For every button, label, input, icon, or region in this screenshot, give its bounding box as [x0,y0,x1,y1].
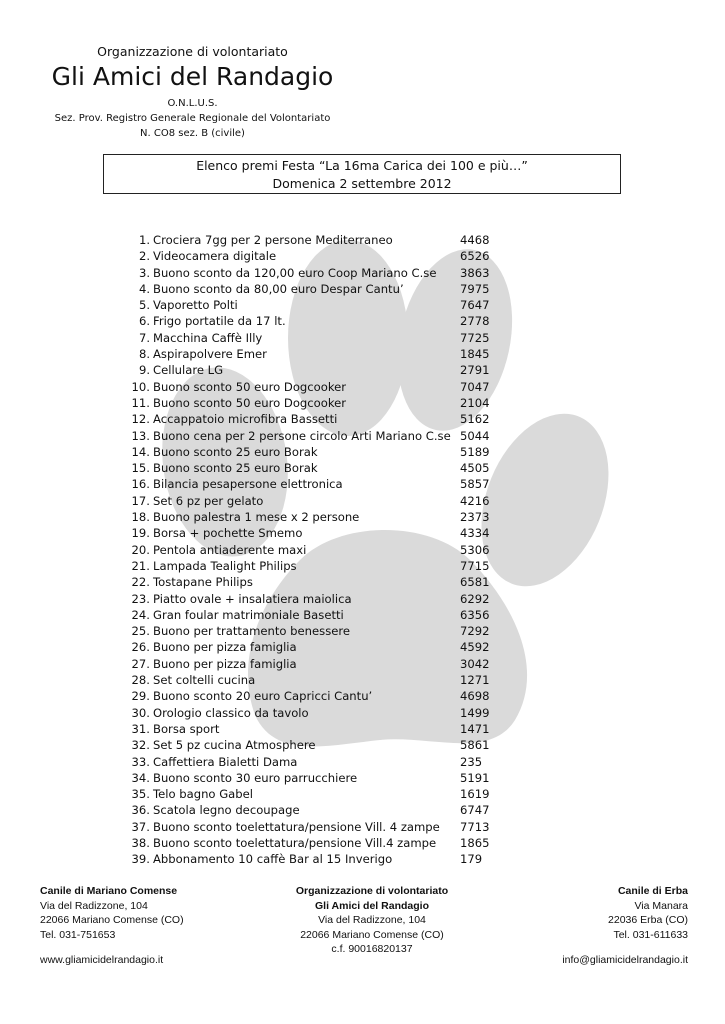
footer-left-city: 22066 Mariano Comense (CO) [40,914,184,926]
prize-number: 7. [138,330,150,345]
registry-number: N. CO8 sez. B (civile) [140,128,245,139]
prize-ticket-number: 2778 [460,314,490,329]
prize-number: 21. [131,558,150,573]
prize-description: Cellulare LG [153,363,224,378]
prize-description: Orologio classico da tavolo [153,705,309,720]
prize-ticket-number: 6747 [460,803,490,818]
prize-description: Vaporetto Polti [153,298,238,313]
prize-ticket-number: 7725 [460,330,490,345]
prize-row [120,574,500,590]
prize-description: Buono palestra 1 mese x 2 persone [153,510,360,525]
prize-row [120,754,500,770]
prize-description: Pentola antiaderente maxi [153,542,307,557]
footer-erba-shelter [608,884,688,942]
prize-ticket-number: 179 [460,852,483,867]
prize-description: Buono cena per 2 persone circolo Arti Mariano C.se [153,428,451,443]
prize-number: 8. [138,347,150,362]
prize-number: 25. [131,624,150,639]
prize-description: Scatola legno decoupage [153,803,300,818]
prize-row [120,297,500,313]
prize-ticket-number: 2373 [460,510,490,525]
prize-ticket-number: 2104 [460,395,490,410]
prize-ticket-number: 1845 [460,347,490,362]
prize-ticket-number: 4468 [460,233,490,247]
prize-ticket-number: 7975 [460,281,490,296]
prize-number: 1. [138,233,150,247]
prize-description: Buono sconto toelettatura/pensione Vill.4 zampe [153,835,437,850]
prize-row [120,688,500,704]
prize-description: Buono sconto 20 euro Capricci Cantu’ [153,689,373,704]
prize-number: 16. [131,477,150,492]
prize-number: 6. [138,314,150,329]
prize-number: 26. [131,640,150,655]
prize-number: 30. [131,705,150,720]
footer-center-title: Organizzazione di volontariato [295,885,449,897]
event-title: Elenco premi Festa “La 16ma Carica dei 100 e più…” [196,158,528,173]
prize-description: Caffettiera Bialetti Dama [153,754,298,769]
prize-row [120,656,500,672]
prize-number: 10. [131,379,150,394]
prize-number: 31. [131,721,150,736]
org-type-label: Organizzazione di volontariato [97,44,288,59]
prize-row [120,411,500,427]
prize-description: Buono sconto toelettatura/pensione Vill. 4 zampe [153,819,440,834]
prize-number: 23. [131,591,150,606]
prize-ticket-number: 5044 [460,428,490,443]
prize-number: 5. [138,298,150,313]
prize-number: 28. [131,673,150,688]
prize-description: Piatto ovale + insalatiera maiolica [153,591,352,606]
prize-number: 22. [131,575,150,590]
prize-row [120,705,500,721]
prize-row [120,509,500,525]
footer-right-phone: Tel. 031-611633 [613,928,688,941]
prize-description: Gran foular matrimoniale Basetti [153,607,344,622]
prize-row [120,542,500,558]
prize-row [120,819,500,835]
prize-number: 2. [138,249,150,264]
prize-row [120,591,500,607]
prize-number: 33. [131,754,150,769]
prize-row [120,379,500,395]
prize-ticket-number: 6292 [460,591,490,606]
prize-number: 27. [131,656,150,671]
footer-left-address: Via del Radizzone, 104 [40,899,148,912]
footer-center-address: Via del Radizzone, 104 [318,914,426,926]
prize-row [120,444,500,460]
prize-row [120,607,500,623]
prize-description: Lampada Tealight Philips [153,558,297,573]
prize-ticket-number: 1619 [460,787,490,802]
prize-description: Buono sconto 50 euro Dogcooker [153,395,347,410]
footer-left-title: Canile di Mariano Comense [40,885,178,897]
event-date: Domenica 2 settembre 2012 [272,176,452,191]
prize-ticket-number: 3863 [460,265,490,280]
prize-ticket-number: 6526 [460,249,490,264]
prize-ticket-number: 5857 [460,477,490,492]
prize-ticket-number: 5162 [460,412,490,427]
prize-row [120,346,500,362]
prize-ticket-number: 1865 [460,835,490,850]
prize-description: Borsa + pochette Smemo [153,526,303,541]
prize-row [120,313,500,329]
prize-description: Abbonamento 10 caffè Bar al 15 Inverigo [153,852,393,867]
prize-number: 38. [131,835,150,850]
prize-number: 32. [131,738,150,753]
prize-description: Buono sconto da 80,00 euro Despar Cantu’ [153,281,404,296]
prize-row [120,248,500,264]
website-link[interactable]: www.gliamicidelrandagio.it [40,954,164,966]
prize-row [120,672,500,688]
registry-label: Sez. Prov. Registro Generale Regionale del Volontariato [54,113,331,124]
prize-number: 3. [138,265,150,280]
prize-row [120,232,500,248]
footer-center-taxcode: c.f. 90016820137 [331,943,413,955]
prize-description: Tostapane Philips [153,575,253,590]
prize-description: Buono per trattamento benessere [153,624,351,639]
prize-ticket-number: 4216 [460,493,490,508]
prize-ticket-number: 4505 [460,461,490,476]
prize-list [120,232,500,868]
footer-right-title: Canile di Erba [617,885,688,897]
prize-number: 17. [131,493,150,508]
prize-row [120,786,500,802]
prize-ticket-number: 4698 [460,689,490,704]
prize-row [120,428,500,444]
prize-ticket-number: 1499 [460,705,490,720]
prize-number: 13. [131,428,150,443]
event-title-box [103,154,621,194]
prize-row [120,802,500,818]
prize-ticket-number: 7647 [460,298,490,313]
prize-description: Set 6 pz per gelato [153,493,264,508]
prize-number: 35. [131,787,150,802]
prize-number: 34. [131,770,150,785]
prize-ticket-number: 3042 [460,656,490,671]
footer-center-city: 22066 Mariano Comense (CO) [300,928,444,941]
prize-row [120,770,500,786]
prize-description: Buono sconto 30 euro parrucchiere [153,770,358,785]
prize-row [120,265,500,281]
prize-description: Buono sconto 50 euro Dogcooker [153,379,347,394]
prize-row [120,623,500,639]
footer-organization [262,884,482,957]
prize-description: Videocamera digitale [153,249,277,264]
footer-right-city: 22036 Erba (CO) [608,914,688,926]
prize-number: 18. [131,510,150,525]
prize-ticket-number: 6581 [460,575,490,590]
prize-number: 29. [131,689,150,704]
prize-description: Bilancia pesapersone elettronica [153,477,343,492]
prize-description: Frigo portatile da 17 lt. [153,314,286,329]
email-link[interactable]: info@gliamicidelrandagio.it [562,954,688,966]
prize-row [120,281,500,297]
prize-ticket-number: 5191 [460,770,490,785]
prize-row [120,362,500,378]
prize-row [120,395,500,411]
prize-number: 11. [131,395,150,410]
footer-left-phone: Tel. 031-751653 [40,928,116,941]
prize-row [120,851,500,867]
prize-row [120,737,500,753]
prize-description: Borsa sport [153,721,220,736]
prize-row [120,525,500,541]
prize-row [120,476,500,492]
prize-ticket-number: 7292 [460,624,490,639]
prize-ticket-number: 5189 [460,444,490,459]
footer-mariano-shelter [40,884,184,942]
prize-ticket-number: 7713 [460,819,490,834]
prize-row [120,721,500,737]
prize-ticket-number: 4592 [460,640,490,655]
prize-row [120,330,500,346]
prize-row [120,558,500,574]
prize-row [120,460,500,476]
prize-number: 39. [131,852,150,867]
prize-description: Buono sconto da 120,00 euro Coop Mariano C.se [153,265,437,280]
prize-description: Buono sconto 25 euro Borak [153,461,318,476]
prize-description: Telo bagno Gabel [153,787,253,802]
prize-number: 36. [131,803,150,818]
prize-description: Macchina Caffè Illy [153,330,263,345]
prize-number: 15. [131,461,150,476]
prize-description: Crociera 7gg per 2 persone Mediterraneo [153,233,393,247]
prize-number: 20. [131,542,150,557]
prize-ticket-number: 7715 [460,558,490,573]
prize-ticket-number: 1271 [460,673,490,688]
prize-row [120,493,500,509]
prize-number: 14. [131,444,150,459]
prize-number: 4. [138,281,150,296]
prize-ticket-number: 1471 [460,721,490,736]
footer-right-address: Via Manara [634,899,688,912]
prize-ticket-number: 4334 [460,526,490,541]
prize-ticket-number: 7047 [460,379,490,394]
prize-row [120,639,500,655]
prize-number: 37. [131,819,150,834]
prize-number: 12. [131,412,150,427]
prize-description: Accappatoio microfibra Bassetti [153,412,338,427]
prize-row [120,835,500,851]
prize-number: 24. [131,607,150,622]
prize-number: 9. [138,363,150,378]
prize-ticket-number: 2791 [460,363,490,378]
prize-ticket-number: 5306 [460,542,490,557]
prize-description: Buono sconto 25 euro Borak [153,444,318,459]
prize-description: Set 5 pz cucina Atmosphere [153,738,316,753]
prize-number: 19. [131,526,150,541]
association-name: Gli Amici del Randagio [51,62,334,91]
prize-ticket-number: 235 [460,754,483,769]
prize-description: Set coltelli cucina [153,673,256,688]
footer-center-name: Gli Amici del Randagio [315,899,429,912]
prize-description: Buono per pizza famiglia [153,656,297,671]
onlus-label: O.N.L.U.S. [167,98,218,109]
prize-description: Aspirapolvere Emer [153,347,267,362]
prize-ticket-number: 5861 [460,738,490,753]
prize-description: Buono per pizza famiglia [153,640,297,655]
prize-ticket-number: 6356 [460,607,490,622]
